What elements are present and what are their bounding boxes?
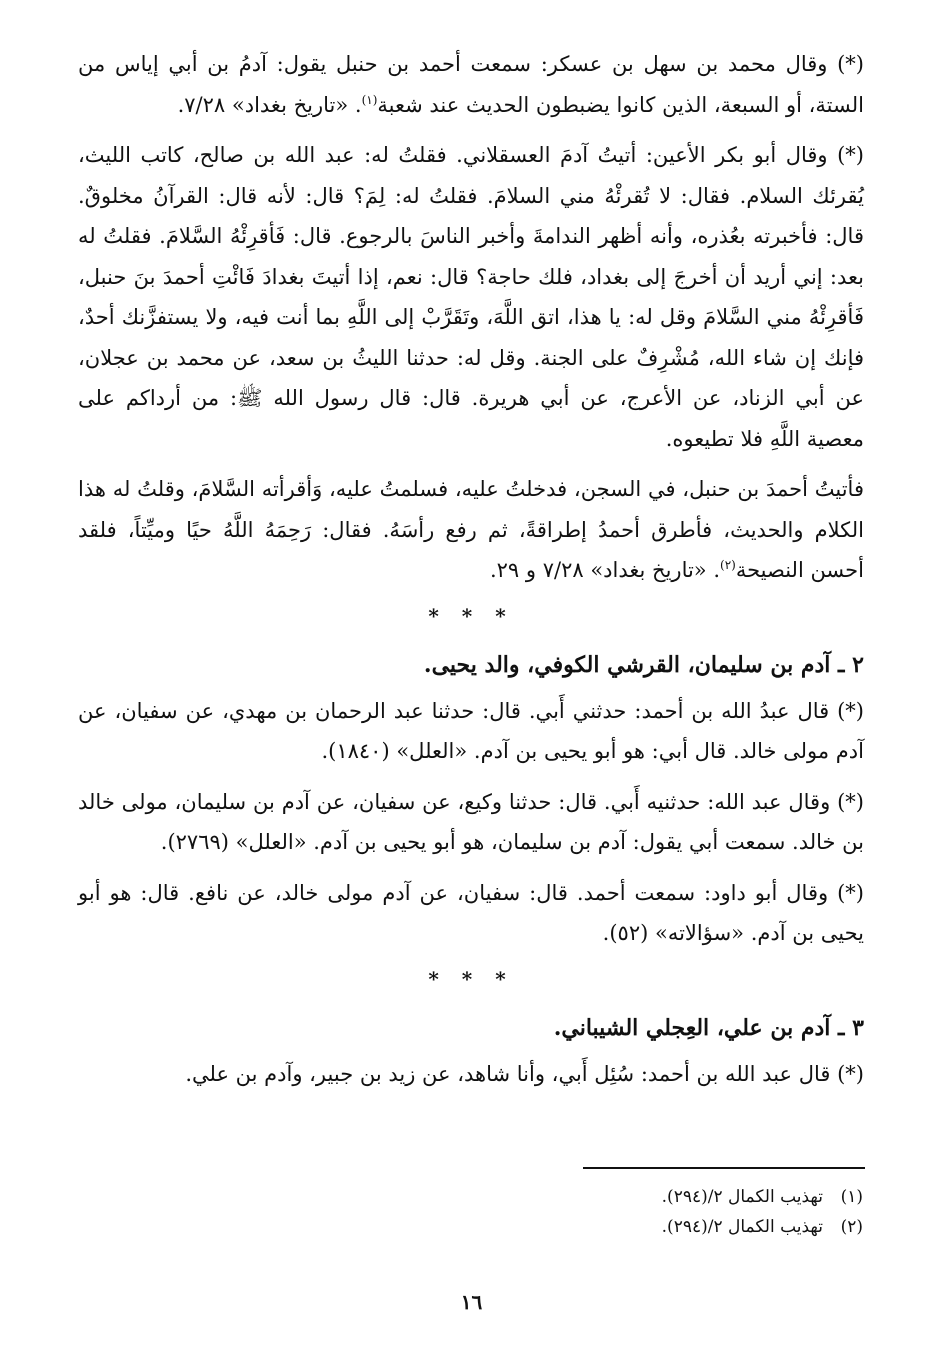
footnote-number: (٢)	[840, 1217, 863, 1237]
entry-heading-2: ٢ ـ آدم بن سليمان، القرشي الكوفي، والد يحيى.	[423, 651, 864, 678]
section-separator: * * *	[428, 966, 514, 991]
entry-heading-3: ٣ ـ آدم بن علي، العِجلي الشيباني.	[553, 1014, 864, 1041]
footnote-2	[363, 1212, 863, 1242]
footnote-divider	[583, 1167, 865, 1169]
footnote-text: تهذيب الكمال ٢/(٢٩٤).	[661, 1187, 823, 1207]
paragraph-adam-ibn-abi-iyas-1: (*) وقال محمد بن سهل بن عسكر: سمعت أحمد بن حنبل يقول: آدمُ بن أبي إياس من الستة، أو السبعة، الذين كانوا يضبطون الحديث عند شعبة$^{(١)}$. «تاريخ بغداد» ٧/٢٨.	[78, 52, 864, 117]
footnote-ref-1[interactable]: (١)	[361, 92, 378, 107]
footnote-ref-2[interactable]: (٢)	[720, 558, 736, 572]
main-text	[78, 44, 864, 1104]
footnote-number: (١)	[840, 1187, 863, 1207]
paragraph-adam-ibn-abi-iyas-2: (*) وقال أبو بكر الأعين: أتيتُ آدمَ العسقلاني. فقلتُ له: عبد الله بن صالح، كاتب الليث، يُقرئك السلام. فقال: لا تُقرئْهُ مني السلامَ. فقلتُ له: لِمَ؟ قال: لأنه قال: القرآنُ مخلوقٌ. قال: فأخبرته بعُذره، وأنه أظهر الندامةَ وأخبر الناسَ بالرجوع. قال: فَأقرِئْهُ السَّلامَ. فقلتُ له بعد: إني أريد أن أخرجَ إلى بغداد، فلك حاجة؟ قال: نعم، إذا أتيتَ بغدادَ فَائْتِ أحمدَ بنَ حنبل، فَأقرِئْهُ مني السَّلامَ وقل له: يا هذا، اتق اللَّهَ، وتَقَرَّبْ إلى اللَّهِ بما أنت فيه، ولا يستفزَّنك أحدٌ، فإنك إن شاء الله، مُشْرِفٌ على الجنة. وقل له: حدثنا الليثُ بن سعد، عن محمد بن عجلان، عن أبي الزناد، عن الأعرج، عن أبي هريرة. قال: قال رسول الله ﷺ: من أرداكم على معصية اللَّهِ فلا تطيعوه.	[78, 143, 864, 451]
paragraph-adam-ibn-abi-iyas-3: فأتيتُ أحمدَ بن حنبل، في السجن، فدخلتُ عليه، فسلمتُ عليه، وَأقرأته السَّلامَ، وقلتُ له هذا الكلام والحديث، فأطرق أحمدُ إطراقةً، ثم رفع رأسَهُ. فقال: رَحِمَهُ اللَّهُ حيًا وميِّتاً، فلقد أحسن النصيحة$^{(٢)}$. «تاريخ بغداد» ٧/٢٨ و ٢٩.	[78, 477, 864, 582]
entry-3-paragraph: (*) قال عبد الله بن أحمد: سُئِل أَبي، وأنا شاهد، عن زيد بن جبير، وآدم بن علي.	[185, 1061, 864, 1086]
footnote-1	[363, 1182, 863, 1212]
footnote-text: تهذيب الكمال ٢/(٢٩٤).	[661, 1217, 823, 1237]
footnotes	[363, 1182, 863, 1242]
entry-2-paragraph: (*) وقال أبو داود: سمعت أحمد. قال: سفيان، عن آدم مولى خالد، عن نافع. قال: هو أبو يحيى بن آدم. «سؤالاته» (٥٢).	[78, 880, 864, 945]
entry-2-paragraph: (*) قال عبدُ الله بن أحمد: حدثني أَبي. قال: حدثنا عبد الرحمان بن مهدي، عن سفيان، عن آدم مولى خالد. قال أبي: هو أبو يحيى بن آدم. «العلل» (١٨٤٠).	[78, 698, 864, 763]
section-separator: * * *	[428, 603, 514, 628]
page-number: ١٦	[460, 1290, 483, 1314]
entry-2-paragraph: (*) وقال عبد الله: حدثنيه أَبي. قال: حدثنا وكيع، عن سفيان، عن آدم بن سليمان، مولى خالد بن خالد. سمعت أبي يقول: آدم بن سليمان، هو أبو يحيى بن آدم. «العلل» (٢٧٦٩).	[78, 789, 864, 854]
